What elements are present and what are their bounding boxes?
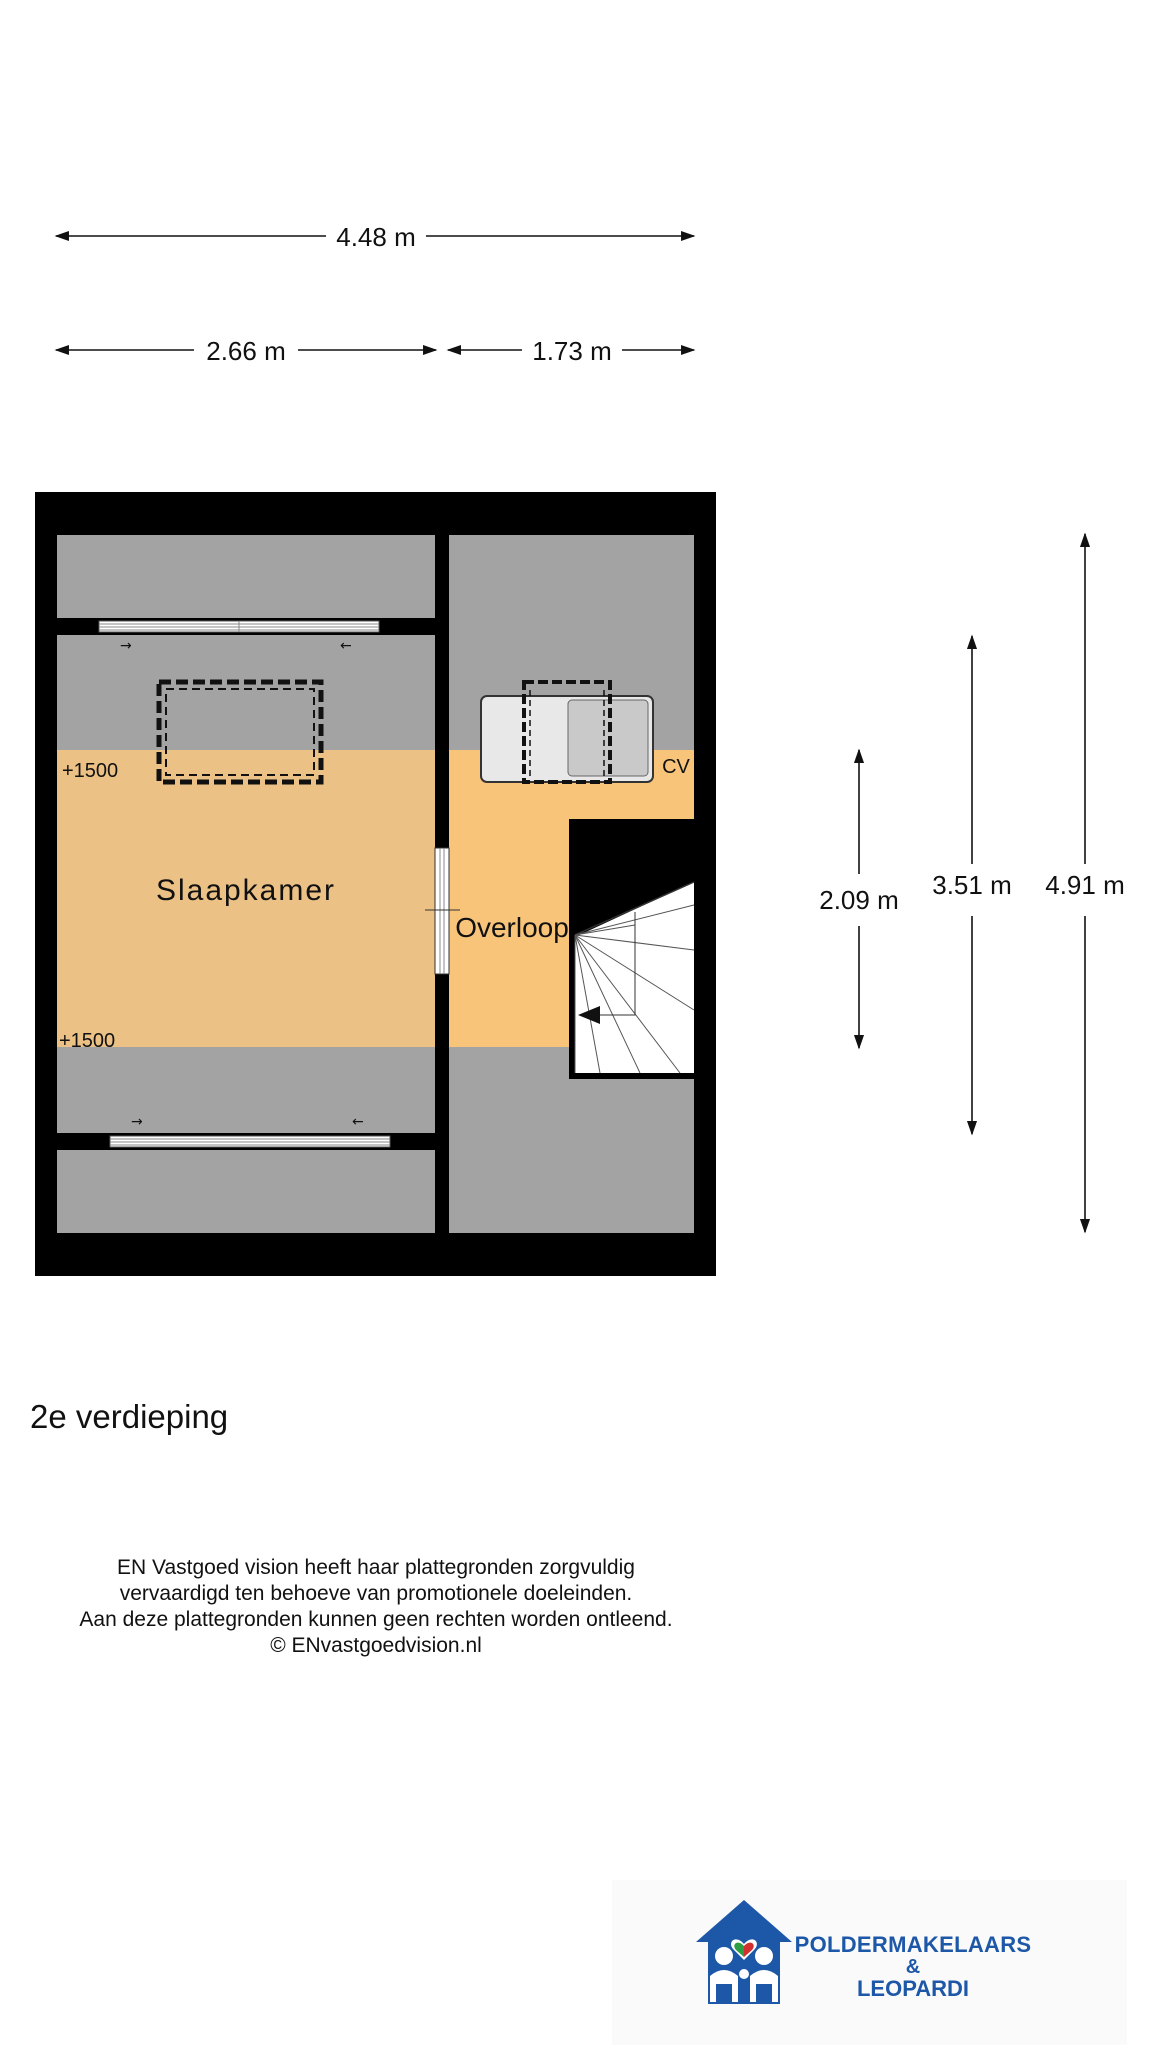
disclaimer: [0, 1555, 752, 1659]
cv-boiler: [481, 682, 653, 782]
logo-wordmark: [788, 1933, 1038, 2001]
logo-line: &: [905, 1956, 921, 1978]
height-marker-bottom: +1500: [59, 1030, 116, 1052]
label-cv: CV: [662, 756, 690, 778]
slide-arrow-right-icon: →: [120, 638, 132, 654]
disclaimer-link[interactable]: © ENvastgoedvision.nl: [270, 1634, 482, 1657]
logo-line: LEOPARDI: [856, 1976, 970, 2001]
dimension-label-total: 4.91 m: [1045, 870, 1125, 900]
left-floor-grey-upper: [57, 635, 435, 750]
dimension-label-mid: 3.51 m: [932, 870, 1012, 900]
left-floor-grey-lower: [57, 1047, 435, 1133]
left-attic-top: [57, 535, 435, 618]
slide-arrow-left-icon: ←: [352, 1114, 364, 1130]
room-label-landing: Overloop: [455, 912, 569, 943]
house-family-icon: [694, 1898, 794, 2008]
dimension-height-sloped: [819, 750, 899, 1048]
staircase[interactable]: [569, 819, 697, 1079]
room-label-bedroom: Slaapkamer: [155, 874, 337, 907]
disclaimer-line: EN Vastgoed vision heeft haar plattegronden zorgvuldig: [117, 1556, 635, 1579]
slide-arrow-right-icon: →: [131, 1114, 143, 1130]
dimension-label-overall: 4.48 m: [336, 222, 416, 252]
left-attic-bottom: [57, 1150, 435, 1233]
disclaimer-line: Aan deze plattegronden kunnen geen rechten worden ontleend.: [79, 1608, 673, 1631]
dimension-overall-width: [56, 222, 694, 252]
slide-arrow-left-icon: ←: [340, 638, 352, 654]
dimension-label-left: 2.66 m: [206, 336, 286, 366]
dimension-height-total: [1045, 534, 1125, 1232]
dimension-right-width: [448, 336, 694, 366]
dimension-label-sloped: 2.09 m: [819, 885, 899, 915]
height-marker-top: +1500: [62, 760, 119, 782]
dimension-height-mid: [932, 636, 1012, 1134]
disclaimer-line: vervaardigd ten behoeve van promotionele doeleinden.: [119, 1582, 633, 1605]
dimension-label-right: 1.73 m: [532, 336, 612, 366]
dimension-left-width: [56, 336, 436, 366]
logo-line: POLDERMAKELAARS: [794, 1932, 1032, 1957]
floor-title: 2e verdieping: [30, 1398, 229, 1435]
